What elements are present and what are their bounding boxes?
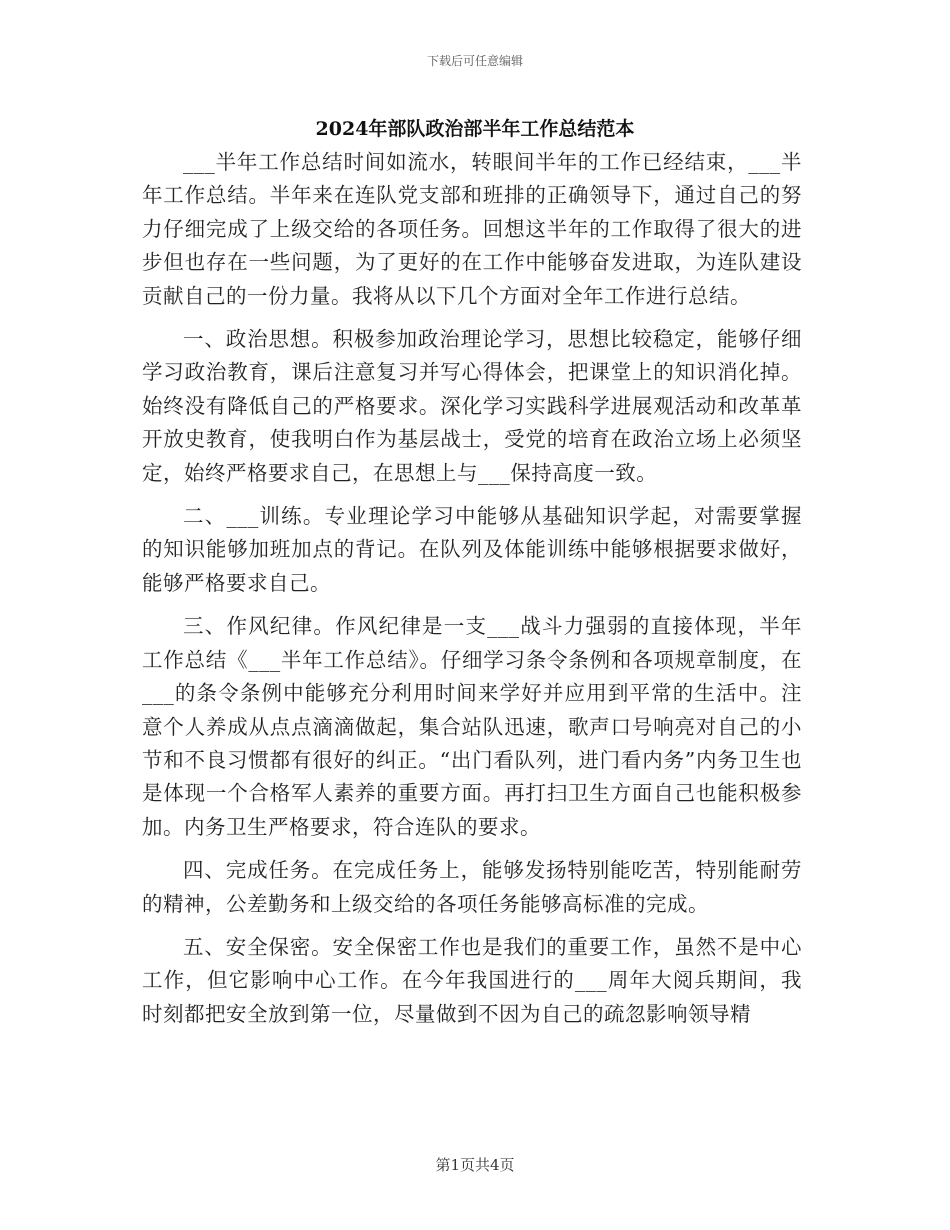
paragraph-tasks: 四、完成任务。在完成任务上，能够发扬特别能吃苦，特别能耐劳的精神，公差勤务和上级交给的各项任务能够高标准的完成。: [142, 858, 802, 916]
paragraph-security: 五、安全保密。安全保密工作也是我们的重要工作，虽然不是中心工作，但它影响中心工作。在今年我国进行的___周年大阅兵期间，我时刻都把安全放到第一位，尽量做到不因为自己的疏忽影响领导精: [142, 934, 802, 1026]
paragraph-discipline: 三、作风纪律。作风纪律是一支___战斗力强弱的直接体现，半年工作总结《___半年工作总结》。仔细学习条令条例和各项规章制度，在___的条令条例中能够充分利用时间来学好并应用到平常的生活中。注意个人养成从点点滴滴做起，集合站队迅速，歌声口号响亮对自己的小节和不良习惯都有很好的纠正。“出门看队列，进门看内务”内务卫生也是体现一个合格军人素养的重要方面。再打扫卫生方面自己也能积极参加。内务卫生严格要求，符合连队的要求。: [142, 614, 802, 839]
document-title: 2024年部队政治部半年工作总结范本: [315, 118, 635, 140]
paragraph-political-thought: 一、政治思想。积极参加政治理论学习，思想比较稳定，能够仔细学习政治教育，课后注意复习并写心得体会，把课堂上的知识消化掉。始终没有降低自己的严格要求。深化学习实践科学进展观活动和改革革开放史教育，使我明白作为基层战士，受党的培育在政治立场上必须坚定，始终严格要求自己，在思想上与___保持高度一致。: [142, 327, 802, 485]
page-number-footer: 第1页共4页: [435, 1156, 515, 1174]
header-note: 下载后可任意编辑: [426, 54, 523, 68]
paragraph-intro: ___半年工作总结时间如流水，转眼间半年的工作已经结束，___半年工作总结。半年来在连队党支部和班排的正确领导下，通过自己的努力仔细完成了上级交给的各项任务。回想这半年的工作取得了很大的进步但也存在一些问题，为了更好的在工作中能够奋发进取，为连队建设贡献自己的一份力量。我将从以下几个方面对全年工作进行总结。: [142, 150, 802, 308]
document-body: [142, 146, 802, 1041]
paragraph-training: 二、___训练。专业理论学习中能够从基础知识学起，对需要掌握的知识能够加班加点的背记。在队列及体能训练中能够根据要求做好，能够严格要求自己。: [142, 504, 802, 595]
